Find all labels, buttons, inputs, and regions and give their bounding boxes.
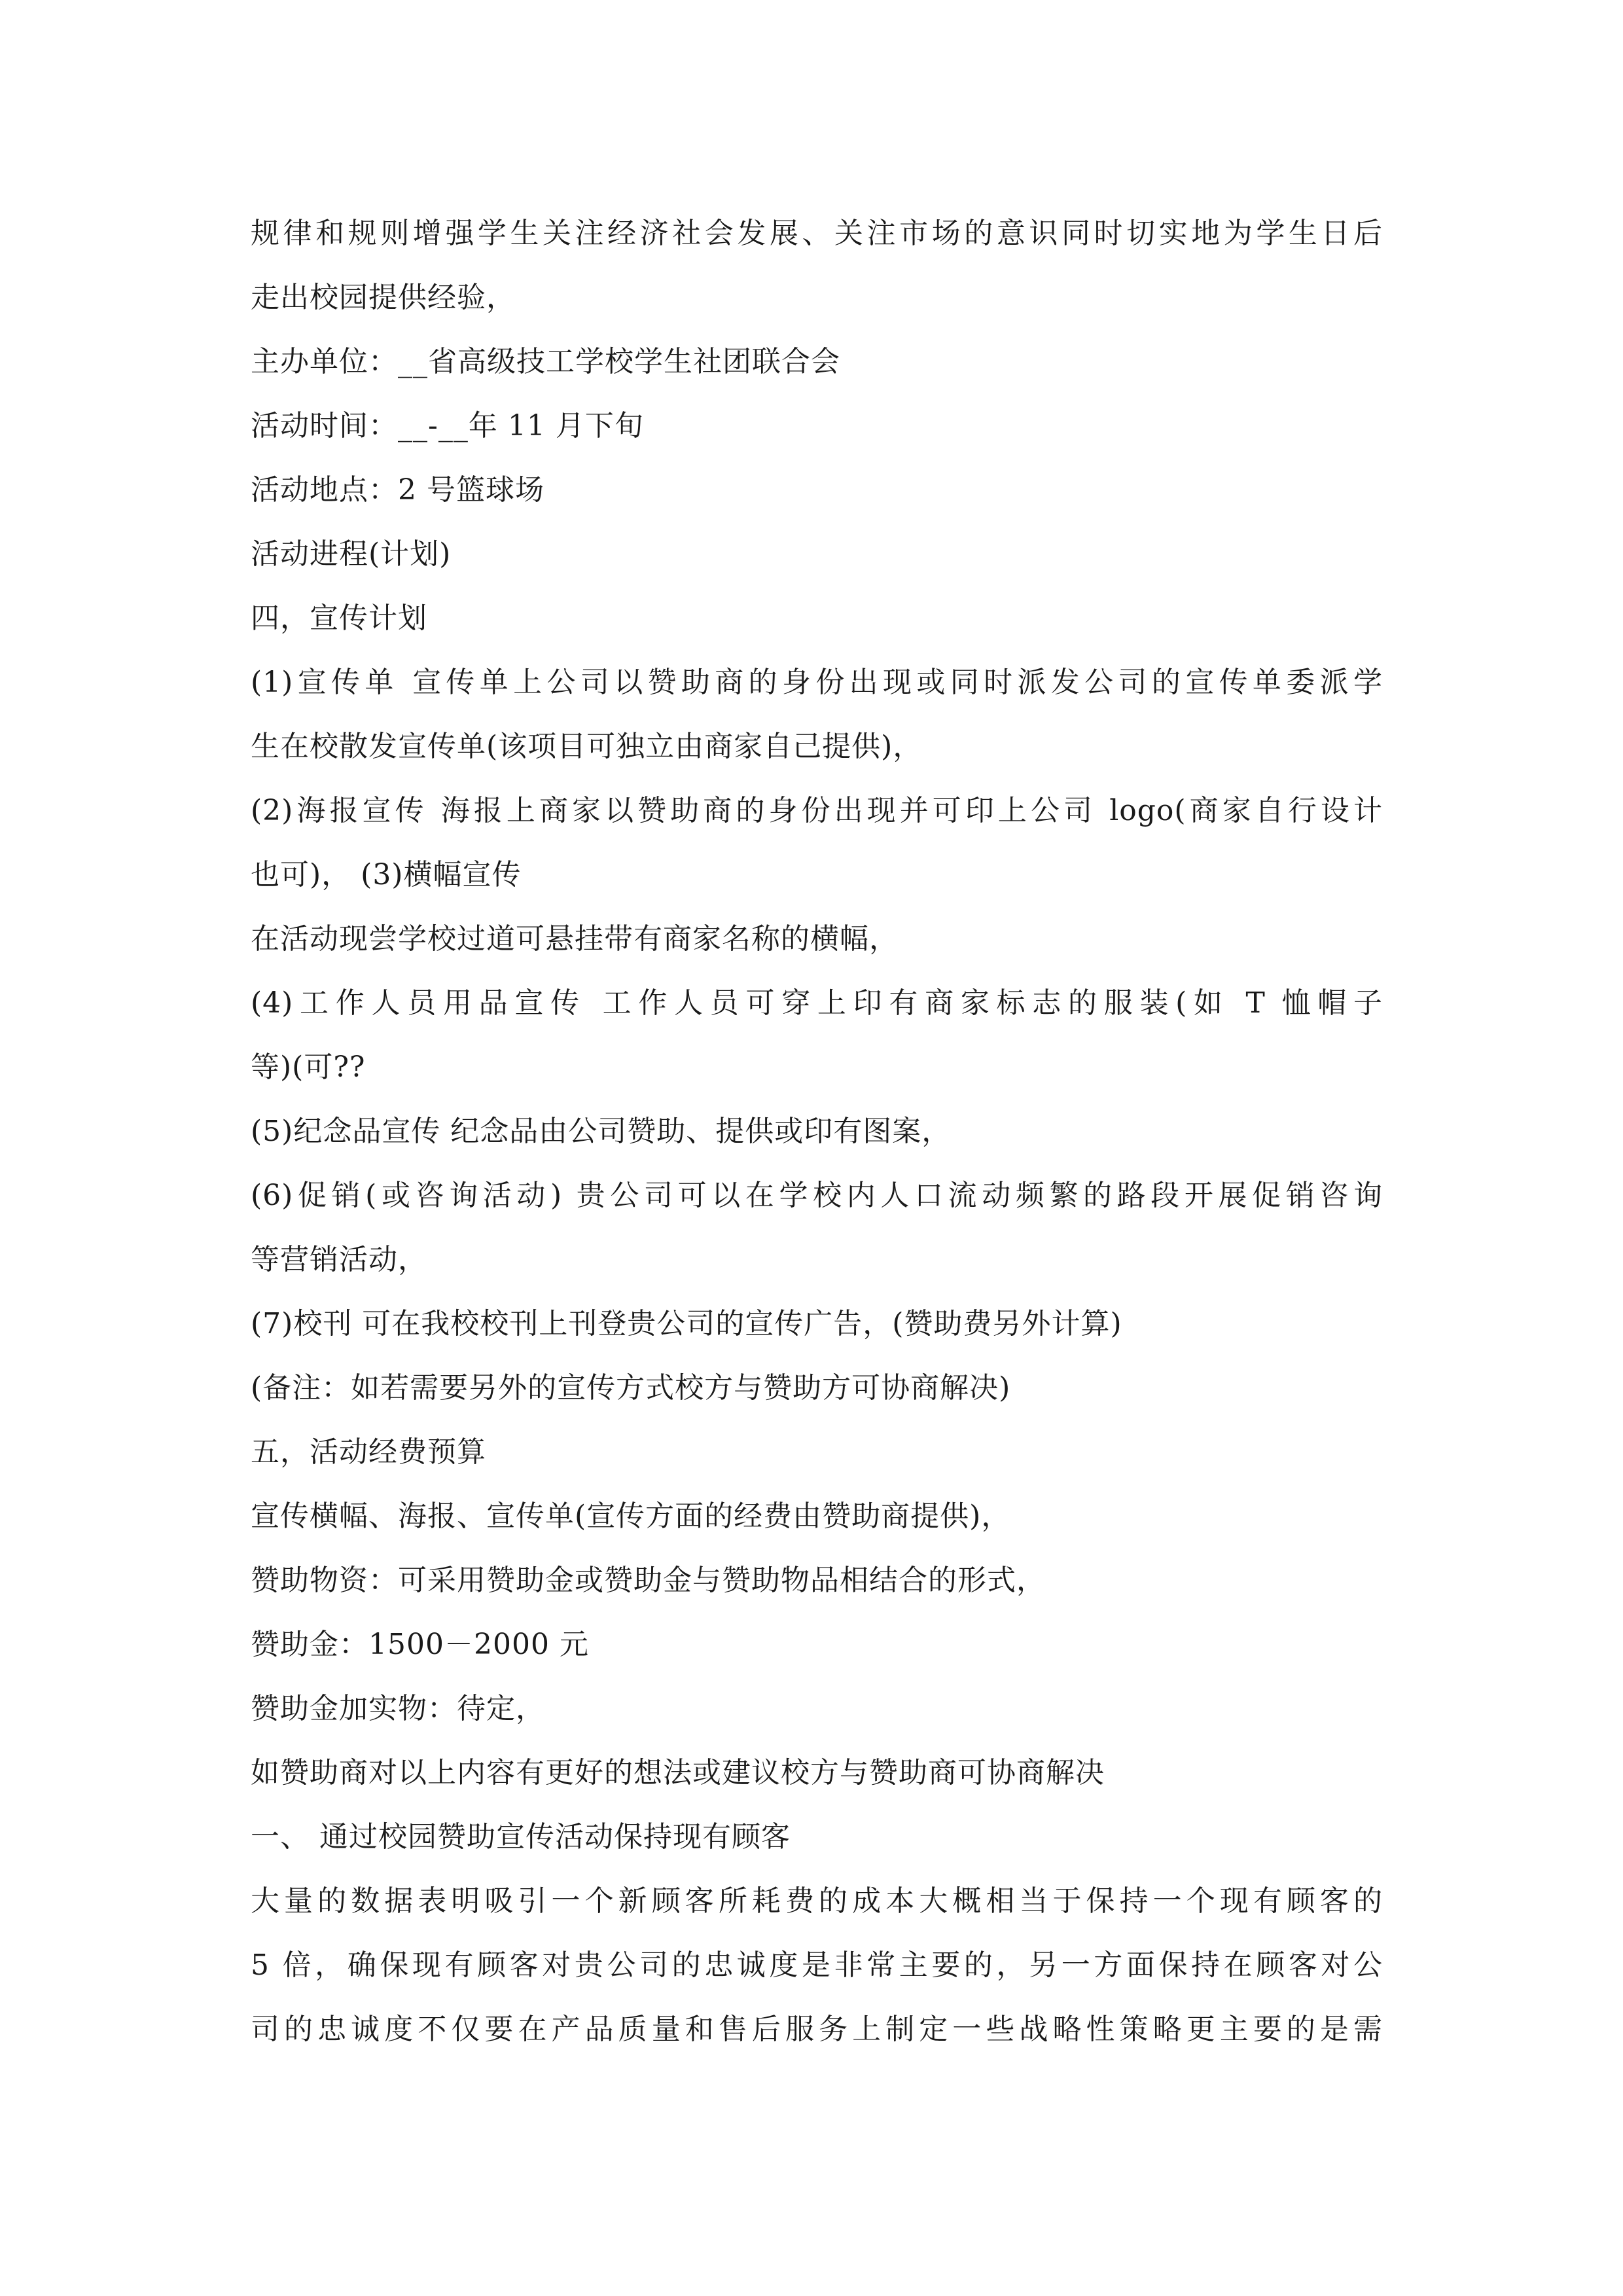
paragraph-line: 司的忠诚度不仅要在产品质量和售后服务上制定一些战略性策略更主要的是需: [251, 2013, 1383, 2046]
list-item: (5)纪念品宣传 纪念品由公司赞助、提供或印有图案，: [251, 1115, 952, 1148]
activity-time-line: 活动时间：__-__年 11 月下旬: [251, 409, 644, 442]
paragraph-line: 走出校园提供经验，: [251, 281, 516, 314]
list-item: 等)(可??: [251, 1050, 366, 1084]
list-item: (4)工作人员用品宣传 工作人员可穿上印有商家标志的服装(如 T 恤帽子: [251, 986, 1383, 1020]
activity-progress-line: 活动进程(计划): [251, 537, 452, 571]
list-item: (7)校刊 可在我校校刊上刊登贵公司的宣传广告，(赞助费另外计算): [251, 1307, 1122, 1340]
budget-line: 赞助物资：可采用赞助金或赞助金与赞助物品相结合的形式，: [251, 1564, 1046, 1597]
list-item: 生在校散发宣传单(该项目可独立由商家自己提供)，: [251, 730, 923, 763]
paragraph-line: 5 倍，确保现有顾客对贵公司的忠诚度是非常主要的，另一方面保持在顾客对公: [251, 1948, 1383, 1982]
list-item: 等营销活动，: [251, 1243, 427, 1276]
section-heading: 一、 通过校园赞助宣传活动保持现有顾客: [251, 1820, 791, 1854]
list-item: 也可)， (3)横幅宣传: [251, 858, 522, 891]
list-item: 在活动现尝学校过道可悬挂带有商家名称的横幅，: [251, 922, 899, 956]
list-item: (1)宣传单 宣传单上公司以赞助商的身份出现或同时派发公司的宣传单委派学: [251, 666, 1383, 699]
note-line: (备注：如若需要另外的宣传方式校方与赞助方可协商解决): [251, 1371, 1011, 1405]
list-item: (2)海报宣传 海报上商家以赞助商的身份出现并可印上公司 logo(商家自行设计: [251, 794, 1383, 827]
list-item: (6)促销(或咨询活动) 贵公司可以在学校内人口流动频繁的路段开展促销咨询: [251, 1179, 1383, 1212]
activity-location-line: 活动地点：2 号篮球场: [251, 473, 544, 507]
organizer-line: 主办单位：__省高级技工学校学生社团联合会: [251, 345, 840, 378]
budget-line: 赞助金：1500－2000 元: [251, 1628, 589, 1661]
budget-line: 赞助金加实物：待定，: [251, 1692, 545, 1725]
budget-line: 宣传横幅、海报、宣传单(宣传方面的经费由赞助商提供)，: [251, 1499, 1011, 1533]
section-heading: 五，活动经费预算: [251, 1435, 486, 1469]
paragraph-line: 如赞助商对以上内容有更好的想法或建议校方与赞助商可协商解决: [251, 1756, 1105, 1789]
document-body: [251, 202, 1383, 2062]
paragraph-line: 规律和规则增强学生关注经济社会发展、关注市场的意识同时切实地为学生日后: [251, 217, 1383, 250]
paragraph-line: 大量的数据表明吸引一个新顾客所耗费的成本大概相当于保持一个现有顾客的: [251, 1884, 1383, 1918]
section-heading: 四，宣传计划: [251, 601, 427, 635]
